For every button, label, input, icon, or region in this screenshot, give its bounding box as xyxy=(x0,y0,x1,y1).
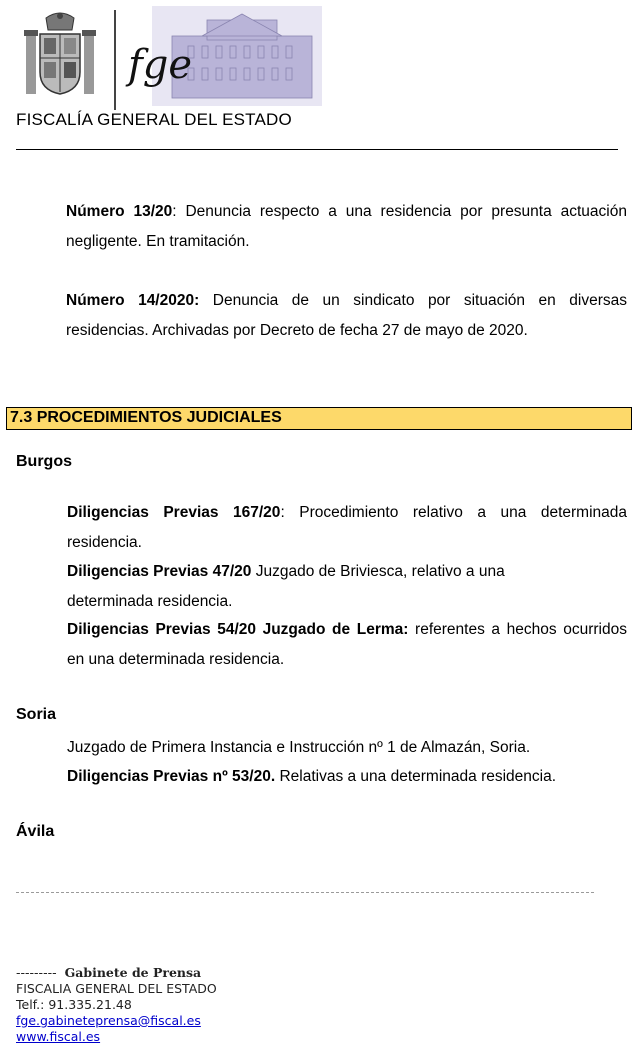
procedure-item xyxy=(67,498,627,557)
intro-item-14 xyxy=(66,286,627,345)
footer-dept-name: Gabinete de Prensa xyxy=(64,965,202,980)
footer-org: FISCALIA GENERAL DEL ESTADO xyxy=(16,981,217,996)
item-label: Diligencias Previas 167/20 xyxy=(67,504,281,521)
item-text: Denuncia de un sindicato por situación en diversas residencias. Archivadas por Decreto de fecha 27 de mayo de 2020. xyxy=(66,292,627,339)
item-text: referentes a hechos ocurridos en una determinada residencia. xyxy=(67,621,627,668)
item-text: Relativas a una determinada residencia. xyxy=(275,768,557,785)
footer-dept xyxy=(16,965,201,981)
intro-item-13 xyxy=(66,197,627,256)
item-label: Número 13/20 xyxy=(66,203,173,220)
procedure-item xyxy=(67,615,627,674)
item-label: Diligencias Previas 54/20 Juzgado de Lerma: xyxy=(67,621,409,638)
item-text: : Procedimiento relativo a una determinada residencia. xyxy=(67,504,627,551)
section-title: 7.3 PROCEDIMIENTOS JUDICIALES xyxy=(10,409,282,426)
org-name: FISCALÍA GENERAL DEL ESTADO xyxy=(16,110,292,129)
procedure-item xyxy=(67,762,627,792)
court-name: Juzgado de Primera Instancia e Instrucción nº 1 de Almazán, Soria. xyxy=(67,739,531,756)
location-avila: Ávila xyxy=(16,823,55,840)
footer-prefix: --------- xyxy=(16,965,57,980)
header-logos xyxy=(22,6,322,110)
footer-phone: Telf.: 91.335.21.48 xyxy=(16,997,132,1012)
footer-divider xyxy=(16,892,594,893)
location-soria: Soria xyxy=(16,706,57,723)
location-burgos: Burgos xyxy=(16,453,72,470)
item-text: : Denuncia respecto a una residencia por presunta actuación negligente. En tramitación. xyxy=(66,203,627,250)
item-text: Juzgado de Briviesca, relativo a una determinada residencia. xyxy=(67,563,505,610)
header-rule xyxy=(16,149,618,150)
procedure-item xyxy=(67,557,547,616)
item-label: Diligencias Previas nº 53/20. xyxy=(67,768,276,785)
footer-website-link[interactable]: www.fiscal.es xyxy=(16,1029,101,1044)
item-label: Diligencias Previas 47/20 xyxy=(67,563,252,580)
fge-logo-text: fge xyxy=(128,42,193,88)
logo-divider xyxy=(114,10,116,110)
item-label: Número 14/2020: xyxy=(66,292,200,309)
footer-email-link[interactable]: fge.gabineteprensa@fiscal.es xyxy=(16,1013,201,1028)
